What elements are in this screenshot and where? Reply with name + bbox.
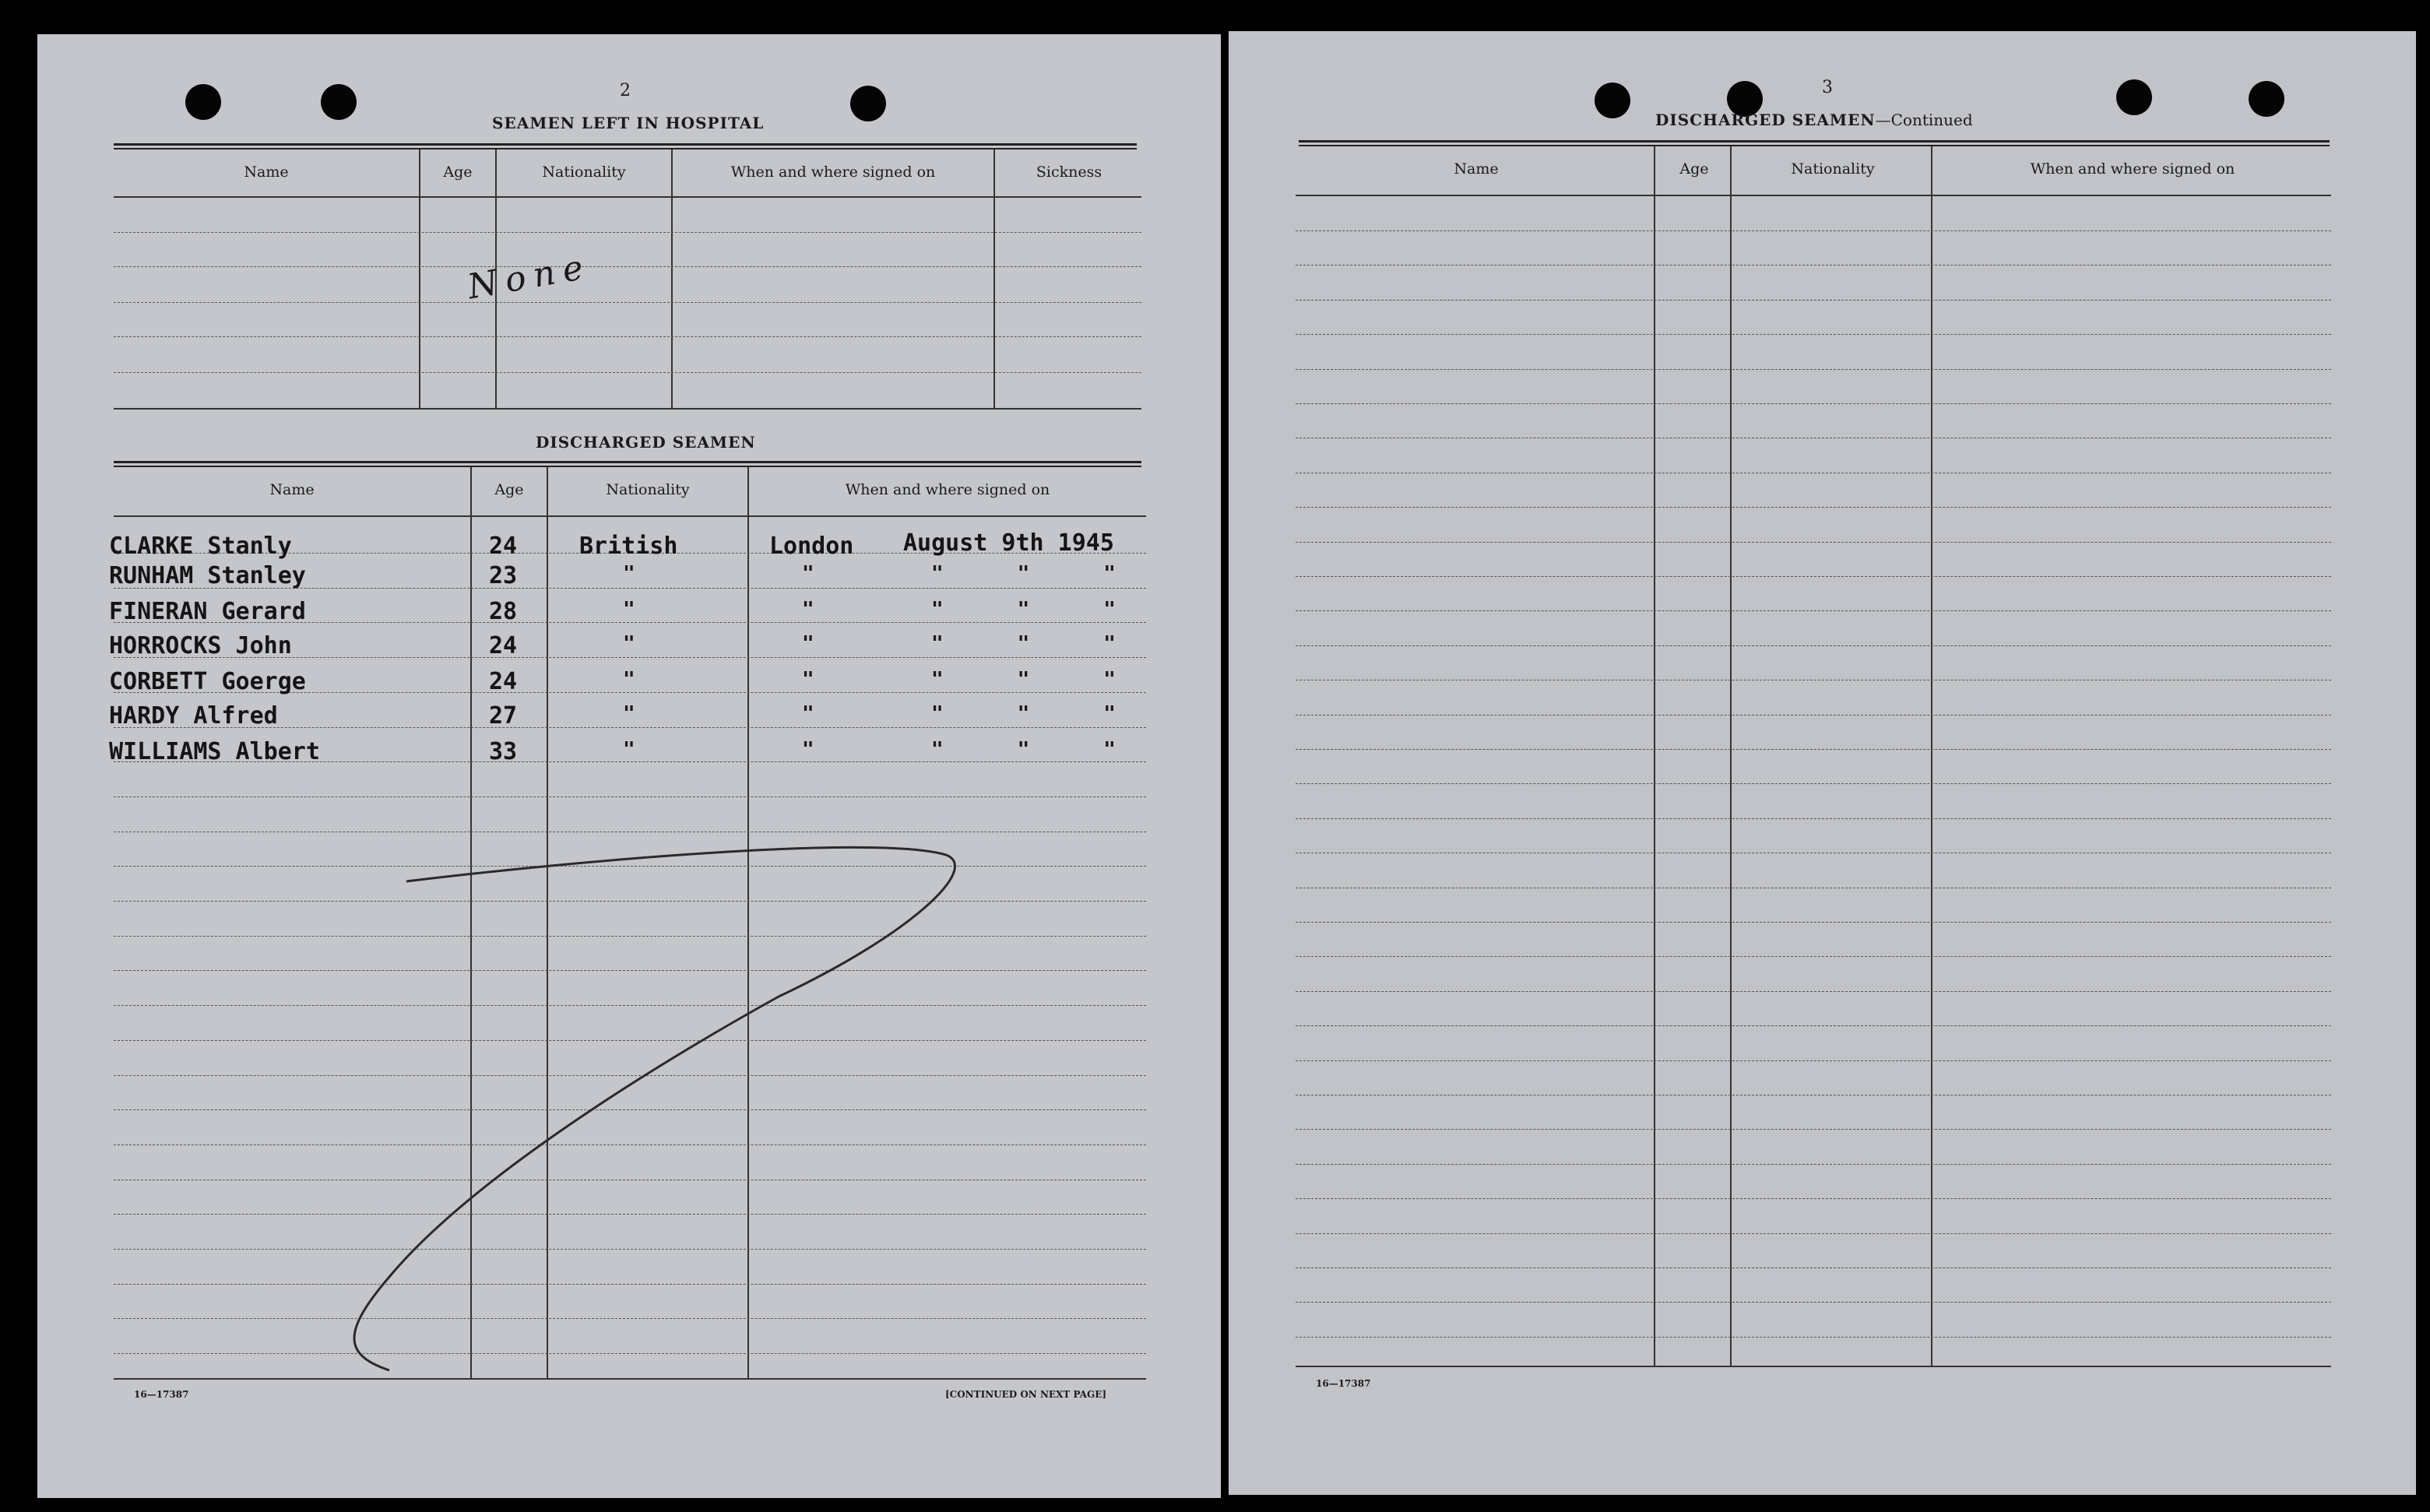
row-rule [1296, 818, 2331, 819]
row-rule [1296, 542, 2331, 543]
row-rule [1296, 300, 2331, 301]
seaman-nationality: " [623, 562, 635, 585]
seaman-age: 27 [489, 702, 518, 730]
row-rule [1296, 334, 2331, 335]
right-divider [1654, 146, 1655, 1367]
seaman-name: RUNHAM Stanley [109, 562, 306, 589]
title-main: DISCHARGED SEAMEN [1655, 111, 1876, 129]
row-rule [1296, 645, 2331, 646]
row-rule [1296, 230, 2331, 231]
seaman-signed-place: " [802, 738, 814, 761]
seaman-signed-date: " " " [931, 668, 1125, 691]
discharged-continued-title [1655, 111, 1973, 129]
seaman-signed-place: " [802, 668, 814, 691]
seaman-nationality: " [623, 598, 635, 621]
row-rule [1296, 1164, 2331, 1165]
page-number: 3 [1822, 78, 1833, 97]
right-col-signed-on: When and where signed on [2030, 160, 2235, 178]
seaman-name: CORBETT Goerge [109, 668, 306, 695]
discharged-col-name: Name [269, 481, 315, 498]
hospital-col-sickness: Sickness [1036, 164, 1102, 181]
row-rule [1296, 922, 2331, 923]
hospital-col-signed-on: When and where signed on [730, 164, 936, 181]
row-rule [1296, 403, 2331, 404]
seaman-signed-place: " [802, 702, 814, 726]
row-rule [1296, 956, 2331, 957]
right-divider [1931, 146, 1932, 1367]
hospital-col-nationality: Nationality [542, 164, 626, 181]
seaman-name: WILLIAMS Albert [109, 738, 320, 765]
hospital-col-age: Age [443, 164, 473, 181]
discharged-section-title: DISCHARGED SEAMEN [536, 433, 756, 452]
row-rule [1296, 1198, 2331, 1199]
seaman-signed-date: " " " [931, 562, 1125, 585]
seaman-age: 23 [489, 562, 518, 589]
row-rule [1296, 1233, 2331, 1234]
seaman-signed-date: " " " [931, 702, 1125, 726]
seaman-signed-date: " " " [931, 598, 1125, 621]
hospital-section-title: SEAMEN LEFT IN HOSPITAL [492, 114, 765, 132]
seaman-nationality: British [579, 533, 678, 560]
seaman-nationality: " [623, 738, 635, 761]
hospital-col-name: Name [244, 164, 289, 181]
right-col-nationality: Nationality [1791, 160, 1875, 178]
seaman-name: FINERAN Gerard [109, 598, 306, 625]
row-rule [1296, 1337, 2331, 1338]
seaman-nationality: " [623, 668, 635, 691]
row-rule [1296, 507, 2331, 508]
row-rule [1296, 715, 2331, 716]
seaman-name: HORROCKS John [109, 632, 292, 659]
row-rule [1296, 783, 2331, 784]
seaman-signed-place: London [769, 533, 854, 560]
right-col-name: Name [1454, 160, 1499, 178]
seaman-name: HARDY Alfred [109, 702, 278, 730]
seaman-signed-place: " [802, 632, 814, 656]
form-number: 16—17387 [134, 1389, 189, 1400]
seaman-age: 24 [489, 632, 518, 659]
right-header-rule [1299, 140, 2330, 146]
seaman-age: 24 [489, 668, 518, 695]
page-number: 2 [620, 81, 631, 100]
form-number: 16—17387 [1316, 1378, 1371, 1389]
discharged-col-nationality: Nationality [606, 481, 690, 498]
seaman-signed-date: August 9th 1945 [903, 529, 1114, 557]
row-rule [1296, 749, 2331, 750]
seaman-age: 28 [489, 598, 518, 625]
continued-note: [CONTINUED ON NEXT PAGE] [945, 1389, 1107, 1400]
row-rule [1296, 1060, 2331, 1061]
row-rule [1296, 369, 2331, 370]
row-rule [1296, 1025, 2331, 1026]
right-col-age: Age [1679, 160, 1709, 178]
row-rule [1296, 1129, 2331, 1130]
row-rule [1296, 1302, 2331, 1303]
seaman-signed-place: " [802, 562, 814, 585]
discharged-bottom-rule [114, 1378, 1146, 1380]
row-rule [1296, 610, 2331, 611]
seaman-age: 33 [489, 738, 518, 765]
discharged-col-age: Age [494, 481, 524, 498]
seaman-signed-place: " [802, 598, 814, 621]
right-divider [1730, 146, 1732, 1367]
seaman-nationality: " [623, 632, 635, 656]
row-rule [1296, 576, 2331, 577]
row-rule [1296, 991, 2331, 992]
seaman-name: CLARKE Stanly [109, 533, 292, 560]
seaman-signed-date: " " " [931, 632, 1125, 656]
seaman-signed-date: " " " [931, 738, 1125, 761]
seaman-age: 24 [489, 533, 518, 560]
right-col-header-underline [1296, 195, 2331, 196]
title-suffix: —Continued [1875, 111, 1973, 129]
right-bottom-rule [1296, 1366, 2331, 1367]
handwritten-none: None [464, 246, 594, 308]
discharged-col-signed-on: When and where signed on [845, 481, 1050, 498]
seaman-nationality: " [623, 702, 635, 726]
